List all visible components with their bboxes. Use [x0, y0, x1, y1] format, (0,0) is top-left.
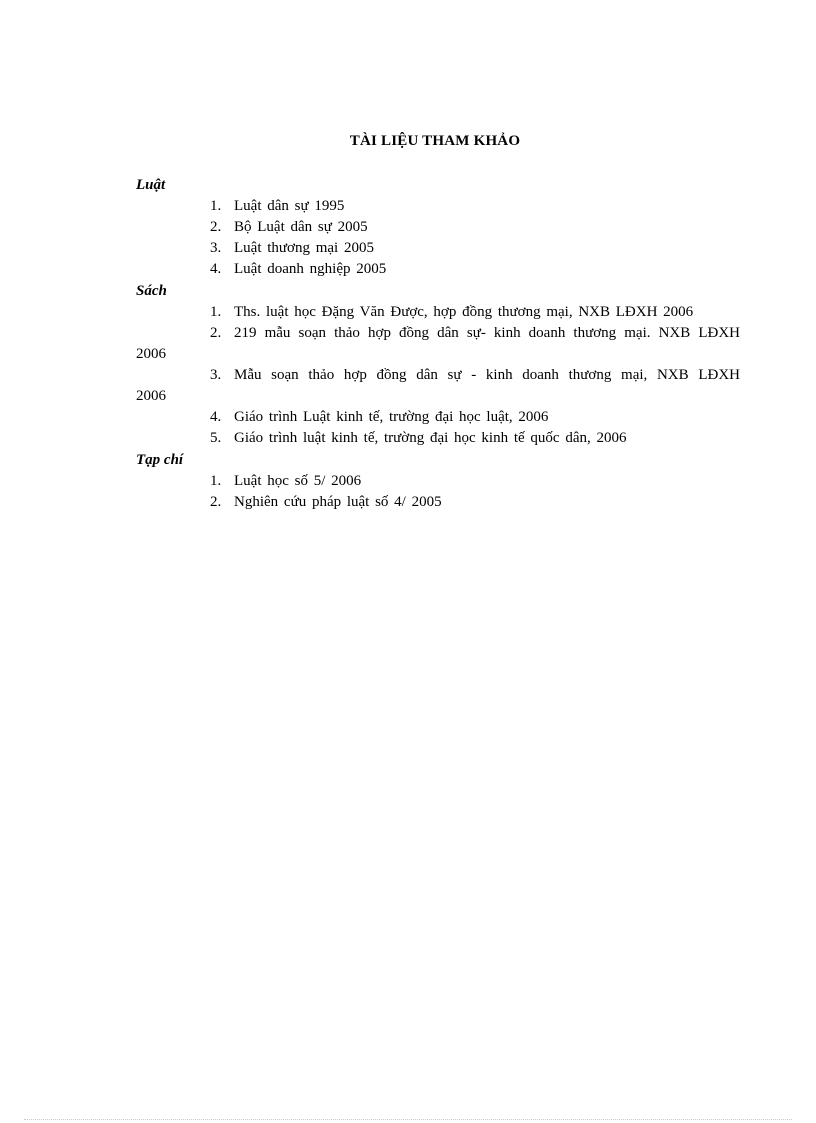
item-number: 1.	[210, 198, 222, 214]
item-number: 5.	[210, 430, 222, 446]
section-laws	[136, 174, 740, 280]
item-number: 2.	[210, 325, 222, 341]
list-item	[136, 196, 740, 217]
reference-list	[136, 302, 740, 449]
list-item	[136, 217, 740, 238]
item-number: 3.	[210, 240, 222, 256]
reference-list	[136, 196, 740, 280]
item-text: Mẫu soạn thảo hợp đồng dân sự - kinh doanh thương mại, NXB LĐXH	[234, 367, 740, 383]
list-item	[136, 259, 740, 280]
list-item	[136, 323, 740, 365]
item-lead-line	[136, 365, 740, 386]
section-heading: Luật	[136, 177, 166, 193]
item-number: 2.	[210, 494, 222, 510]
reference-list	[136, 471, 740, 513]
item-number: 4.	[210, 261, 222, 277]
item-number: 3.	[210, 367, 222, 383]
page-bottom-divider	[24, 1119, 792, 1120]
item-text: Ths. luật học Đặng Văn Được, hợp đồng thương mại, NXB LĐXH 2006	[234, 304, 694, 320]
item-number: 4.	[210, 409, 222, 425]
section-heading: Sách	[136, 283, 167, 299]
item-lead-line	[136, 323, 740, 344]
section-journals	[136, 449, 740, 513]
list-item	[136, 302, 740, 323]
item-continuation: 2006	[136, 346, 166, 362]
list-item	[136, 365, 740, 407]
section-heading: Tạp chí	[136, 452, 184, 468]
list-item	[136, 407, 740, 428]
item-text: Bộ Luật dân sự 2005	[234, 219, 368, 235]
item-text: Luật thương mại 2005	[234, 240, 374, 256]
item-text: Luật doanh nghiệp 2005	[234, 261, 387, 277]
item-text: Luật học số 5/ 2006	[234, 473, 362, 489]
list-item	[136, 428, 740, 449]
item-number: 1.	[210, 473, 222, 489]
item-text: 219 mẫu soạn thảo hợp đồng dân sự- kinh doanh thương mại. NXB LĐXH	[234, 325, 740, 341]
list-item	[136, 492, 740, 513]
item-text: Giáo trình luật kinh tế, trường đại học kinh tế quốc dân, 2006	[234, 430, 627, 446]
list-item	[136, 238, 740, 259]
item-number: 2.	[210, 219, 222, 235]
item-continuation: 2006	[136, 388, 166, 404]
item-text: Giáo trình Luật kinh tế, trường đại học luật, 2006	[234, 409, 549, 425]
section-books	[136, 280, 740, 449]
item-text: Luật dân sự 1995	[234, 198, 345, 214]
item-text: Nghiên cứu pháp luật số 4/ 2005	[234, 494, 442, 510]
item-number: 1.	[210, 304, 222, 320]
page-title: TÀI LIỆU THAM KHẢO	[349, 133, 521, 149]
list-item	[136, 471, 740, 492]
